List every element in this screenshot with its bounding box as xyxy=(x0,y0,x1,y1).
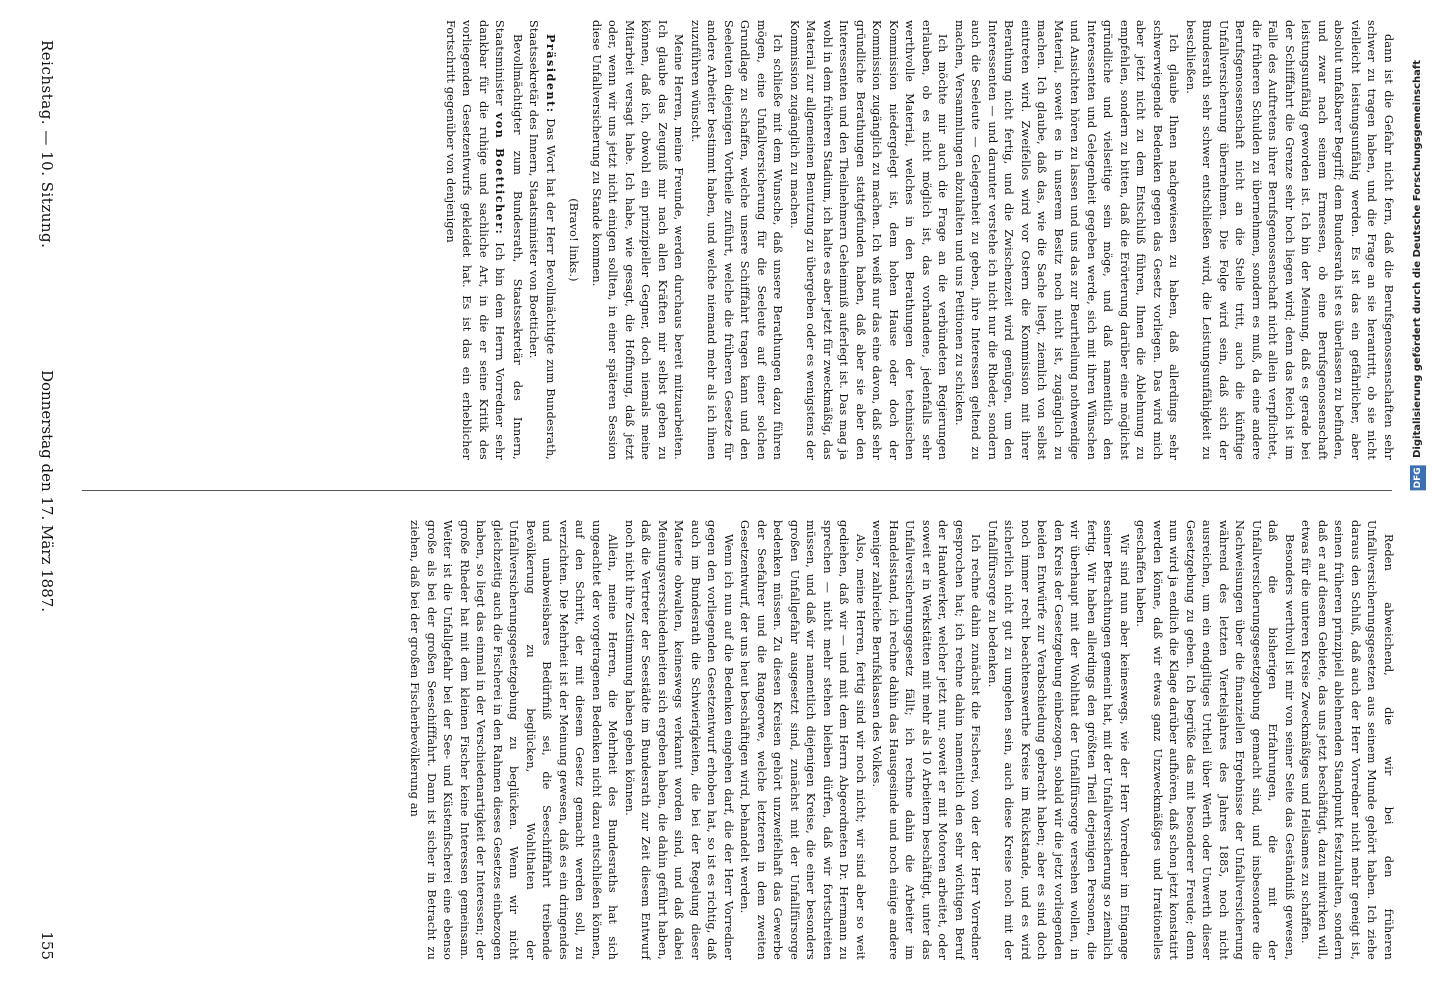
right-column xyxy=(76,520,1396,960)
paragraph: Ich möchte mir auch die Frage an die verbündeten Regierungen erlauben, ob es nicht möglich ist, das vorhandene, jedenfalls sehr werthvolle Material, welches in den Berathungen der technischen Kommission niedergelegt ist, dem hohen Hause oder doch der Kommission zugänglich zu machen. Ich weiß nur das eine davon, daß sehr gründliche Berathungen stattgefunden haben, daß aber sie aber den Interessenten und den Theilnehmern Geheimniß auferlegt ist. Das mag ja wohl in dem früheren Stadium, ich halte es aber jetzt für zweckmäßig, das Material zur allgemeinen Benutzung zu übergeben oder es wenigstens der Kommission zugänglich zu machen. xyxy=(788,20,950,460)
page-number: 155 xyxy=(38,931,56,960)
boetticher-paragraph xyxy=(442,20,526,460)
paragraph: Also, meine Herren, fertig sind wir noch nicht; wir sind aber so weit gediehen, daß wir — und mit dem Herrn Abgeordneten Dr. Hermann zu sprechen — nicht mehr stehen bleiben dürfen, daß wir fortschreiten müssen, und daß wir namentlich diejenigen Kreise, die einer besonders großen Unfallgefahr ausgesetzt sind, zunächst mit der Unfallfürsorge bedenken müssen. Zu diesen Kreisen gehört unzweifelhaft das Gewerbe der Seefahrer und die Rangeorwe, welche letzteren in dem zweiten Gesetzentwurf, der uns heut beschäftigen wird, behandelt werden. xyxy=(738,520,867,960)
paragraph: Ich rechne dahin zunächst die Fischerei, von der der Herr Vorredner gesprochen hat; ich rechne dahin namentlich den sehr wichtigen Beruf der Handwerker, welcher jetzt nur, soweit er mit Motoren arbeitet, oder soweit er in Werkstätten mit mehr als 10 Arbeitern beschäftigt, unter das Unfallversicherungsgesetz fällt; ich rechne dahin die Arbeiter im Handelsstand, ich rechne dahin das Hausgesinde und noch einige andere weniger zahlreiche Berufsklassen des Volkes. xyxy=(870,520,983,960)
digitization-text: Digitalisierung gefördert durch die Deutsche Forschungsgemeinschaft xyxy=(1412,60,1423,458)
paragraph: Allein, meine Herren, die Mehrheit des Bundesraths hat sich ungeachtet der vorgetragenen Bedenken nicht dazu entschließen können, auf den Schritt, der mit diesem Gesetz gemacht werden soll, zu verzichten. Die Mehrheit ist der Meinung gewesen, daß es ein dringendes und unabweisbares Bedürfniß sei, die Seeschifffahrt treibende Bevölkerung zu beglücken, Wohlthaten der Unfallversicherungsgesetzgebung zu beglücken. Wenn wir nicht gleichzeitig auch die Fischerei in den Rahmen dieses Gesetzes einbezogen haben, so liegt das einmal in der Verschiedenartigkeit der Interessen; der große Rheder hat mit dem kleinen Fischer keine Interessen gemeinsam. Weiter ist die Unfallgefahr bei der See- und Küstenfischerei eine ebenso große als bei der großen Seeschifffahrt. Dann ist sicher in Betracht zu ziehen, daß bei der großen Fischerbevölkerung an xyxy=(408,520,620,960)
president-paragraph xyxy=(525,20,559,460)
president-text: Das Wort hat der Herr Bevollmächtigte zum Bundesrath, Staatssekretär des Innern, Staatsminister von Boetticher. xyxy=(527,20,557,460)
applause-note: (Bravo! links.) xyxy=(567,198,581,282)
paragraph: Besonders werthvoll ist mir von seiner Seite das Geständniß gewesen, daß die bisherigen Erfahrungen, die mit der Unfallversicherungsgesetzgebung gemacht sind, und insbesondere die Nachweisungen über die finanziellen Ergebnisse der Unfallversicherung während des letzten Viertelsjahres des Jahres 1885, noch nicht ausreichen, um ein endgiltiges Urtheil über Werth oder Unwerth dieser Gesetzgebung zu geben. Ich begrüße das mit besonderer Freude; denn nun wird ja endlich die Klage darüber aufhören, daß schon jetzt konstatirt werden könne, daß wir etwas ganz Unzweckmäßiges und Irrationelles geschaffen haben. xyxy=(1134,520,1296,960)
column-divider xyxy=(82,490,1392,491)
paragraph: Meine Herren, meine Freunde, werden durchaus bereit mitzuarbeiten. Ich glaube das Zeugniß mir nach allen Kräften mir selbst geben zu können, daß ich, obwohl ein prinzipieller Gegner, doch niemals meine Mitarbeit versagt habe. Ich habe, wie gesagt, die Hoffnung, daß jetzt oder, wenn wir uns jetzt nicht einigen sollten, in einer späteren Session diese Unfallversicherung zu Stande kommen. xyxy=(590,20,686,460)
dfg-logo: DFG xyxy=(1410,465,1426,490)
speaker-president: Präsident: xyxy=(544,34,558,114)
boetticher-text: Ich bin dem Herrn Vorredner sehr dankbar für die ruhige und sachliche Art, in die er seine Kritik des vorliegenden Gesetzentwurfs gekleidet hat. Es ist das ein erheblicher Fortschritt gegenüber von denjenigen xyxy=(444,20,507,460)
paragraph: dann ist die Gefahr nicht fern, daß die Berufsgenossenschaften sehr schwer zu tragen haben, und die Frage an sie herantritt, ob sie nicht vielleicht leistungsunfähig werden. Es ist das ein gefährlicher, aber absolut unfaßbarer Begriff; dem Bundesrath ist es überlassen zu befinden, und zwar nach seinem Ermessen, ob eine Berufsgenossenschaft leistungsunfähig geworden ist. Ich bin der Meinung, daß es gerade bei der Schifffahrt die Grenze sehr hoch liegen wird; denn das Reich ist im Falle des Auftretens ihrer Berufsgenossenschaft nicht allein verpflichtet, die früheren Schulden zu übernehmen, sondern es muß, da eine andere Berufsgenossenschaft nicht an die Stelle tritt, auch die künftige Unfallversicherung übernehmen. Die Folge wird sein, daß sich der Bundesrath sehr schwer entschließen wird, die Leistungsunfähigkeit zu beschließen. xyxy=(1184,20,1395,460)
paragraph: Wenn ich nun auf die Bedenken eingehen darf, die der Herr Vorredner gegen den vorliegenden Gesetzentwurf erhoben hat, so ist es richtig, daß auch im Bundesrath die Schwierigkeiten, die bei der Regelung dieser Materie obwalten, keineswegs verkannt worden sind, und daß dabei Meinungsverschiedenheiten sich ergeben haben, die dahin geführt haben, daß die Vertreter der Seestädte im Bundesrath zur Zeit diesem Entwurf noch nicht ihre Zustimmung haben geben können. xyxy=(623,520,735,960)
paragraph: Ich schließe mit dem Wunsche, daß unsere Berathungen dazu führen mögen, eine Unfallversicherung für die Seeleute auf einer solchen Grundlage zu schaffen, welche unsere Schifffahrt tragen kann und den Seeleuten diejenigen Vortheile zuführt, welche die früheren Gesetze für andere Arbeiter bestimmt haben, und welche niemand mehr als ich ihnen zuzuführen wünscht. xyxy=(689,20,785,460)
header-session: Reichstag. — 10. Sitzung. xyxy=(38,40,56,249)
paragraph: Reden abweichend, die wir bei den früheren Unfallversicherungsgesetzen aus seinem Munde gehört haben. Ich ziehe daraus den Schluß, daß auch der Herr Vorredner nicht mehr geneigt ist, seinen früheren prinzipiell ablehnenden Standpunkt festzuhalten, sondern daß er auf diesem Gebiete, das uns jetzt beschäftigt, dazu mitwirken will, etwas für die unteren Kreise Zweckmäßiges und Heilsames zu schaffen. xyxy=(1299,520,1395,960)
paragraph: Ich glaube Ihnen nachgewiesen zu haben, daß allerdings sehr schwerwiegende Bedenken gegen das Gesetz vorliegen. Das wird mich aber jetzt nicht zu dem Entschluß führen, Ihnen die Ablehnung zu empfehlen, sondern zu bitten, daß die Erörterung darüber eine möglichst gründliche und vielseitige sein möge, und daß namentlich den Interessenten und Gelegenheit gegeben werde, sich mit ihren Wünschen und Ansichten hören zu lassen und uns das zur Beurtheilung nothwendige Material, soweit es in unserem Besitz noch nicht ist, zugänglich zu machen. Ich glaube, daß das, wie die Sache liegt, ziemlich von selbst eintreten wird. Zweifellos wird vor Ostern die Kommission mit ihrer Berathung nicht fertig, und die Zwischenzeit wird genügen, um den Interessenten — und darunter verstehe ich nicht nur die Rheder, sondern auch die Seeleute — Gelegenheit zu geben, ihre Interessen geltend zu machen, Versammlungen abzuhalten und uns Petitionen zu schicken. xyxy=(953,20,1181,460)
paragraph: Wir sind nun aber keineswegs, wie der Herr Vorredner im Eingange seiner Betrachtungen gemeint hat, mit der Unfallversicherung so ziemlich fertig. Wir haben allerdings den größten Theil derjenigen Personen, die wir überhaupt mit der Wohlthat der Unfallfürsorge versehen wollen, in den Kreis der Gesetzgebung einbezogen, sobald wir die jetzt vorliegenden beiden Entwürfe zur Verabschiedung gebracht haben; aber es sind doch noch immer recht beachtenswerthe Kreise im Rückstande, und es wird sicherlich nicht gut zu umgehen sein, auch diese Kreise noch mit der Unfallfürsorge zu bedenken. xyxy=(986,520,1131,960)
speaker-boetticher: von Boetticher: xyxy=(493,112,508,236)
boetticher-intro: Bevollmächtigter zum Bundesrath, Staatssekretär des Innern, Staatsminister xyxy=(493,20,524,460)
header-date: Donnerstag den 17. März 1887. xyxy=(38,370,56,613)
left-column xyxy=(76,20,1396,460)
page-header xyxy=(32,40,56,960)
digitization-note xyxy=(1410,60,1426,490)
